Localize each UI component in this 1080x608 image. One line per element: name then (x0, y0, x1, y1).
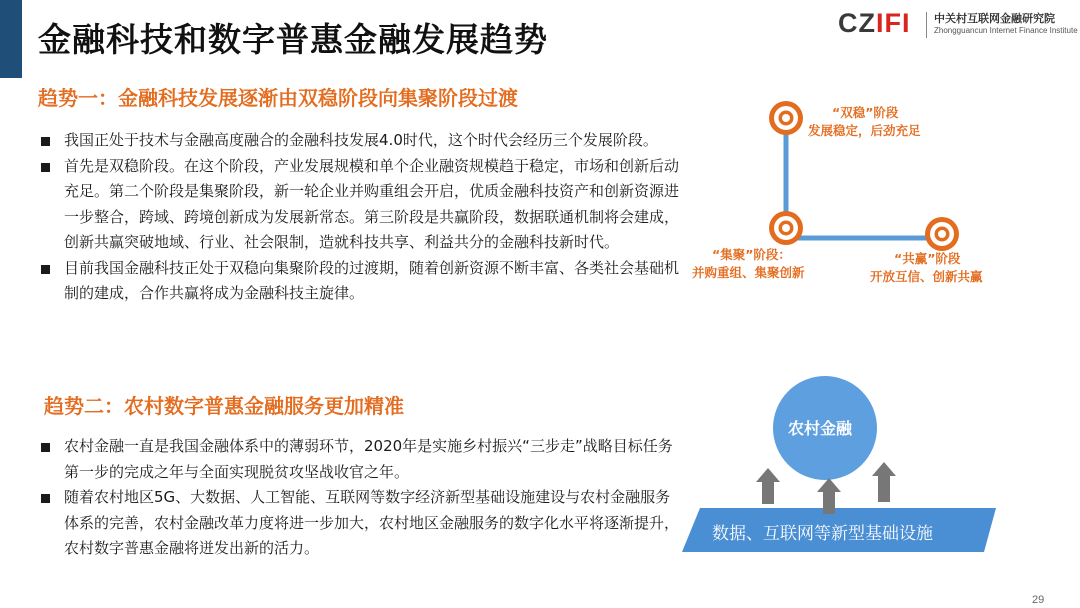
page-title: 金融科技和数字普惠金融发展趋势 (38, 20, 548, 59)
list-item: 农村金融一直是我国金融体系中的薄弱环节，2020年是实施乡村振兴“三步走”战略目标任务第一步的完成之年与全面实现脱贫攻坚战收官之年。 (40, 434, 680, 485)
logo-cn-name: 中关村互联网金融研究院 (934, 12, 1055, 25)
logo-en-name: Zhongguancun Internet Finance Institute (934, 26, 1078, 35)
page-number: 29 (1032, 594, 1045, 606)
list-item: 首先是双稳阶段。在这个阶段，产业发展规模和单个企业融资规模趋于稳定，市场和创新后动充足。第二个阶段是集聚阶段，新一轮企业并购重组会开启，优质金融科技资产和创新资源进一步整合，跨域、跨境创新成为发展新常态。第三阶段是共赢阶段，数据联通机制将会建成，创新共赢突破地域、行业、社会限制，造就科技共享、利益共分的金融科技新时代。 (40, 154, 680, 256)
infrastructure-label: 数据、互联网等新型基础设施 (712, 524, 933, 544)
up-arrow-icon (756, 468, 780, 504)
stage-label-win-win: “共赢”阶段 开放互信、创新共赢 (870, 251, 983, 284)
logo-mark: CZIFI (838, 8, 911, 38)
bullet-square-icon (41, 494, 50, 503)
trend-two-heading: 趋势二：农村数字普惠金融服务更加精准 (44, 394, 404, 418)
stage-node-icon (769, 101, 803, 135)
stage-node-icon (769, 211, 803, 245)
bullet-square-icon (41, 443, 50, 452)
trend-one-heading: 趋势一：金融科技发展逐渐由双稳阶段向集聚阶段过渡 (38, 86, 518, 110)
up-arrow-icon (872, 462, 896, 502)
list-item: 随着农村地区5G、大数据、人工智能、互联网等数字经济新型基础设施建设与农村金融服务体系的完善，农村金融改革力度将进一步加大，农村地区金融服务的数字化水平将逐渐提升，农村数字普惠金融将迸发出新的活力。 (40, 485, 680, 562)
list-item: 我国正处于技术与金融高度融合的金融科技发展4.0时代，这个时代会经历三个发展阶段。 (40, 128, 680, 154)
rural-finance-label: 农村金融 (788, 419, 853, 438)
trend-two-bullets (40, 434, 680, 562)
list-item: 目前我国金融科技正处于双稳向集聚阶段的过渡期，随着创新资源不断丰富、各类社会基础机制的建成，合作共赢将成为金融科技主旋律。 (40, 256, 680, 307)
stage-label-stable: “双稳”阶段 发展稳定，后劲充足 (808, 105, 921, 138)
stage-label-cluster: “集聚”阶段： 并购重组、集聚创新 (692, 247, 805, 280)
stage-node-icon (925, 217, 959, 251)
